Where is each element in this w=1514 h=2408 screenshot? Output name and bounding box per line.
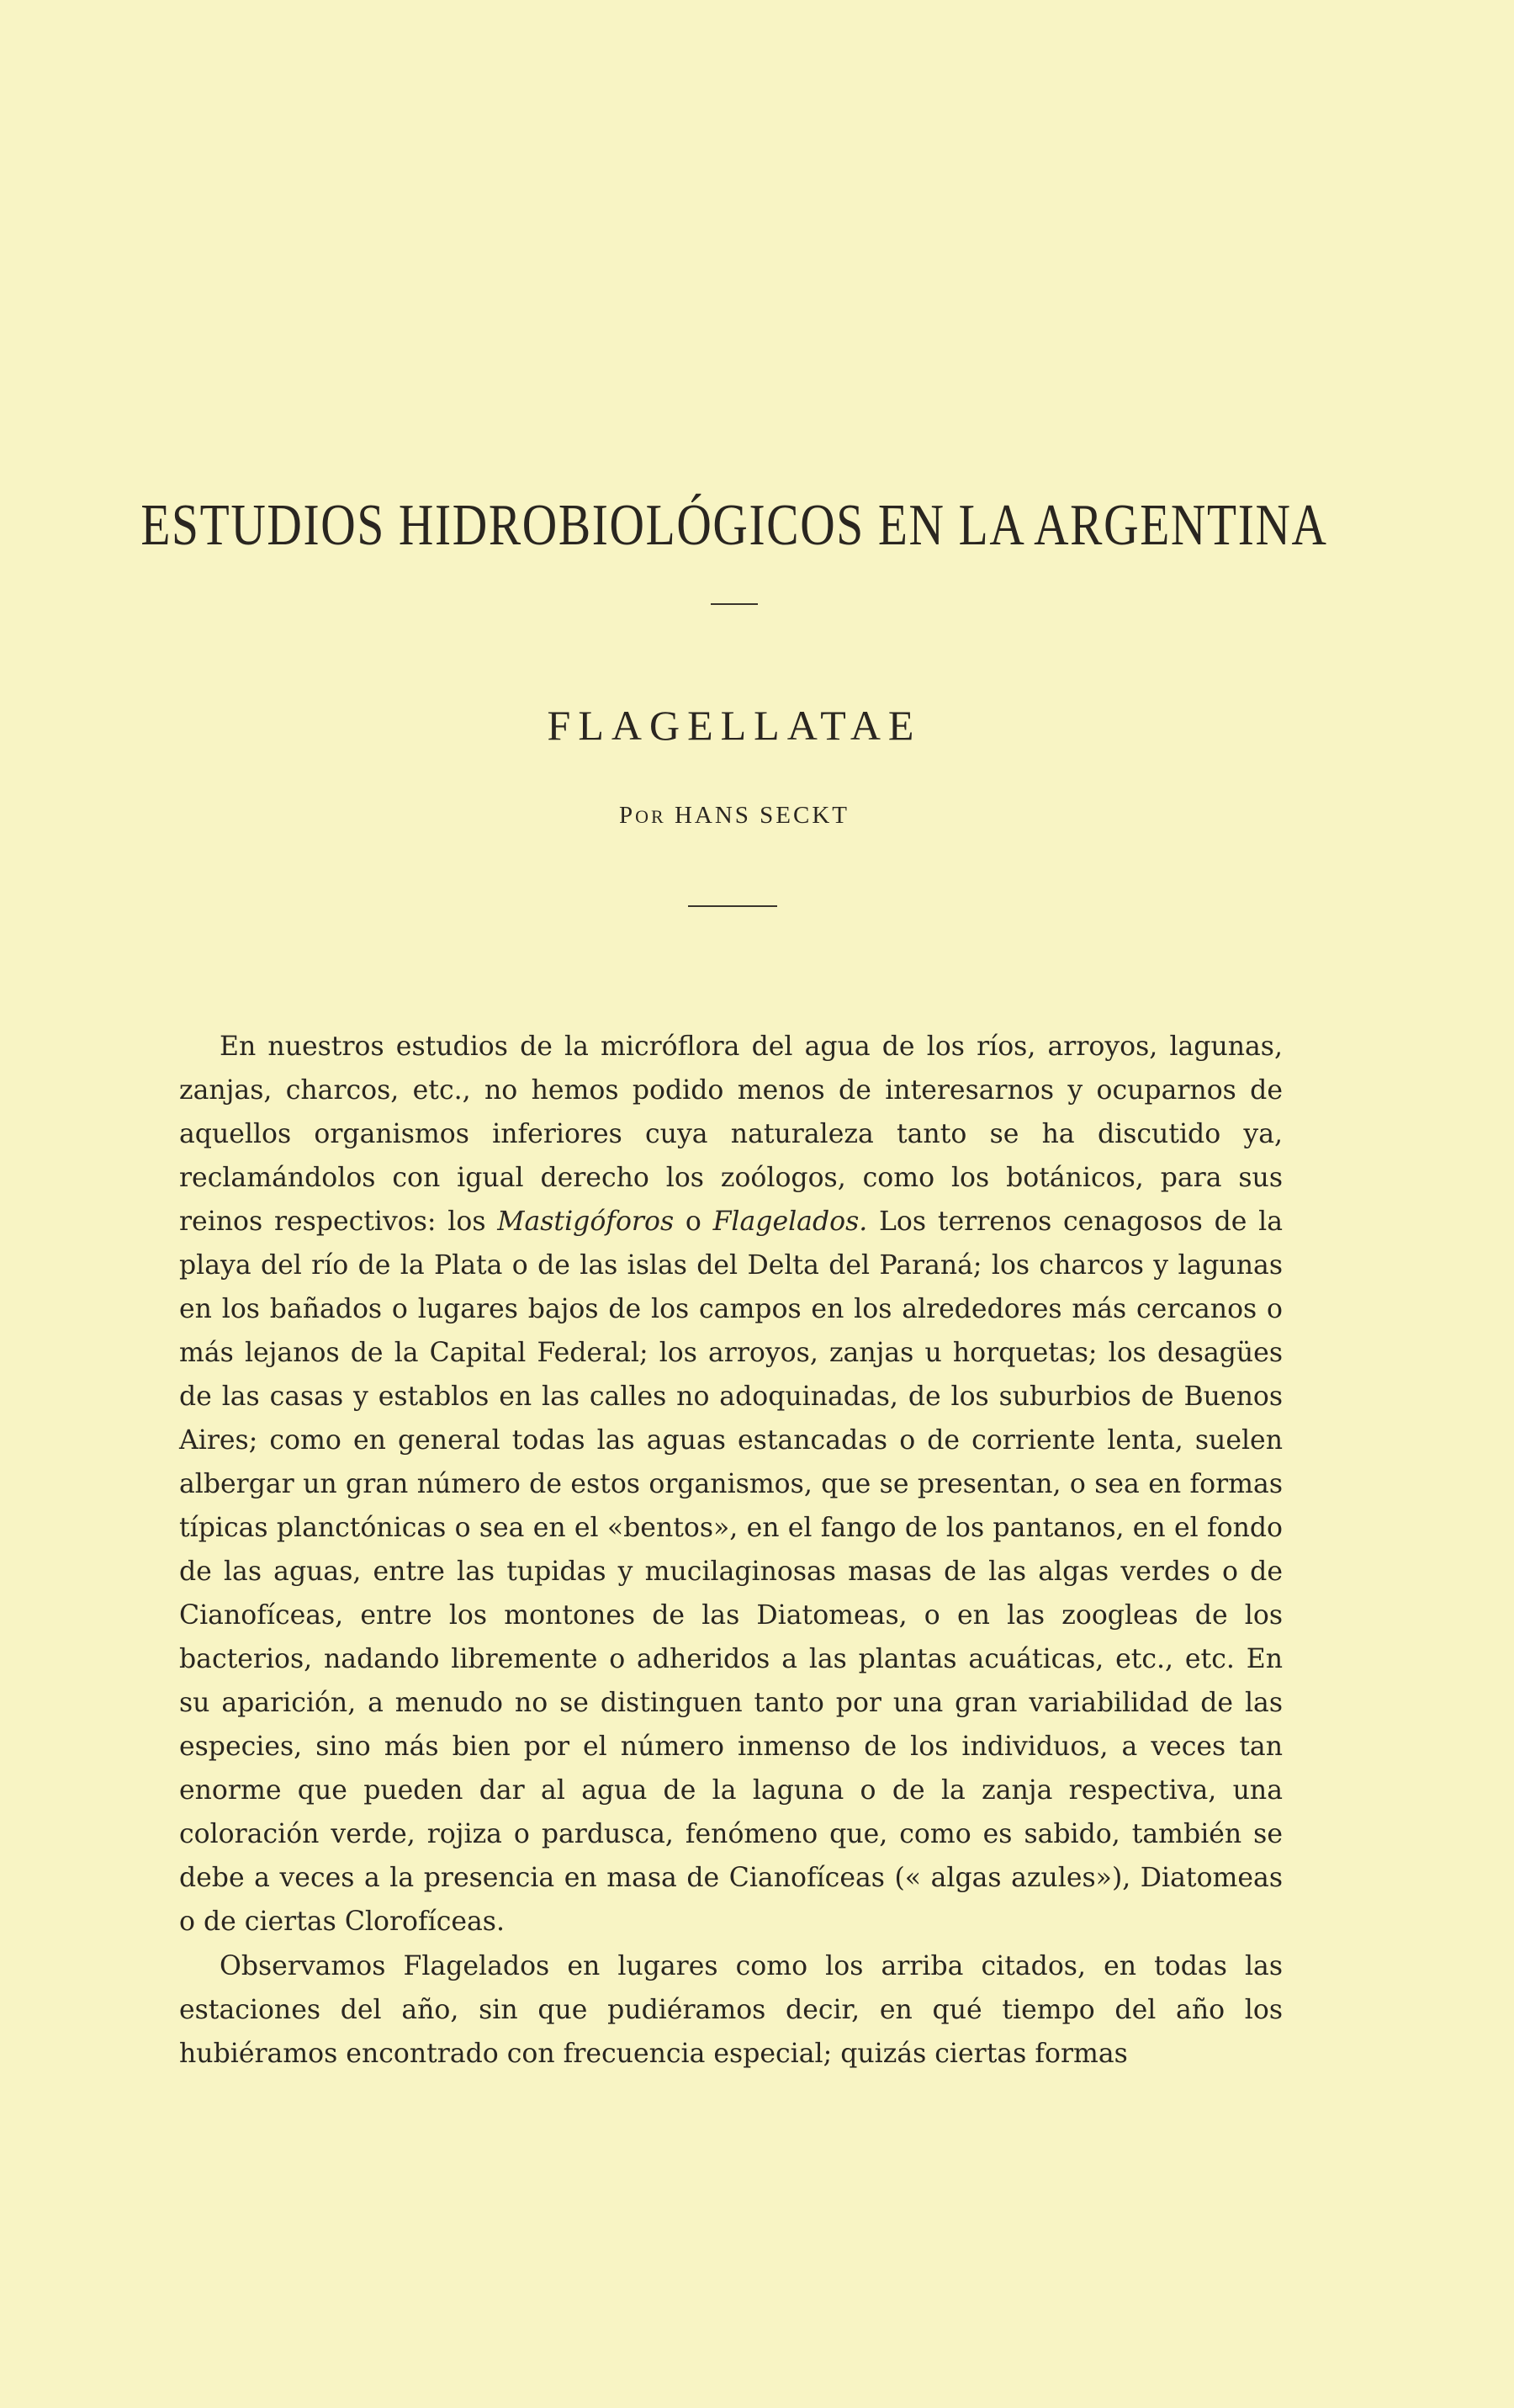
paragraph-1-text-a: En nuestros estudios de la micróflora del agua de los ríos, arroyos, lagunas, zanjas, charcos, etc., no hemos podido menos de interesarnos y ocuparnos de aquellos organismos inferiores cuya naturaleza tanto se ha discutido ya, reclamándolos con igual derecho los zoólogos, como los botánicos, para sus reinos respectivos: los (179, 1032, 1283, 1237)
byline-prefix-initial: P (618, 802, 636, 829)
paragraph-1 (179, 1025, 1283, 1944)
paragraph-2: Observamos Flagelados en lugares como los arriba citados, en todas las estaciones del año, sin que pudiéramos decir, en qué tiempo del año los hubiéramos encontrado con frecuencia especial; quizás ciertas formas (179, 1951, 1283, 2069)
article-title: ESTUDIOS HIDROBIOLÓGICOS EN LA ARGENTINA (140, 493, 1328, 558)
author-byline (0, 802, 1469, 830)
term-flagelados: Flagelados. (712, 1207, 868, 1237)
title-divider (711, 603, 758, 605)
author-name: HANS SECKT (674, 802, 850, 829)
byline-prefix-rest: OR (635, 806, 666, 827)
article-body (179, 1025, 1283, 2076)
byline-divider (688, 905, 777, 907)
section-title: FLAGELLATAE (547, 702, 922, 749)
term-mastigoforos: Mastigóforos (497, 1207, 675, 1237)
paragraph-1-text-b: Los terrenos cenagosos de la playa del río de la Plata o de las islas del Delta del Paraná; los charcos y lagunas en los bañados o lugares bajos de los campos en los alrededores más cercanos o más lejanos de la Capital Federal; los arroyos, zanjas u horquetas; los desagües de las casas y establos en las calles no adoquinadas, de los suburbios de Buenos Aires; como en general todas las aguas estancadas o de corriente lenta, suelen albergar un gran número de estos organismos, que se presentan, o sea en formas típicas planctónicas o sea en el «bentos», en el fango de los pantanos, en el fondo de las aguas, entre las tupidas y mucilaginosas masas de las algas verdes o de Cianofíceas, entre los montones de las Diatomeas, o en las zoogleas de los bacterios, nadando libremente o adheridos a las plantas acuáticas, etc., etc. En su aparición, a menudo no se distinguen tanto por una gran variabilidad de las especies, sino más bien por el número inmenso de los individuos, a veces tan enorme que pueden dar al agua de la laguna o de la zanja respectiva, una coloración verde, rojiza o pardusca, fenómeno que, como es sabido, también se debe a veces a la presencia en masa de Cianofíceas (« algas azules»), Diatomeas o de ciertas Clorofíceas. (179, 1207, 1283, 1937)
paragraph-1-connector: o (674, 1207, 713, 1237)
